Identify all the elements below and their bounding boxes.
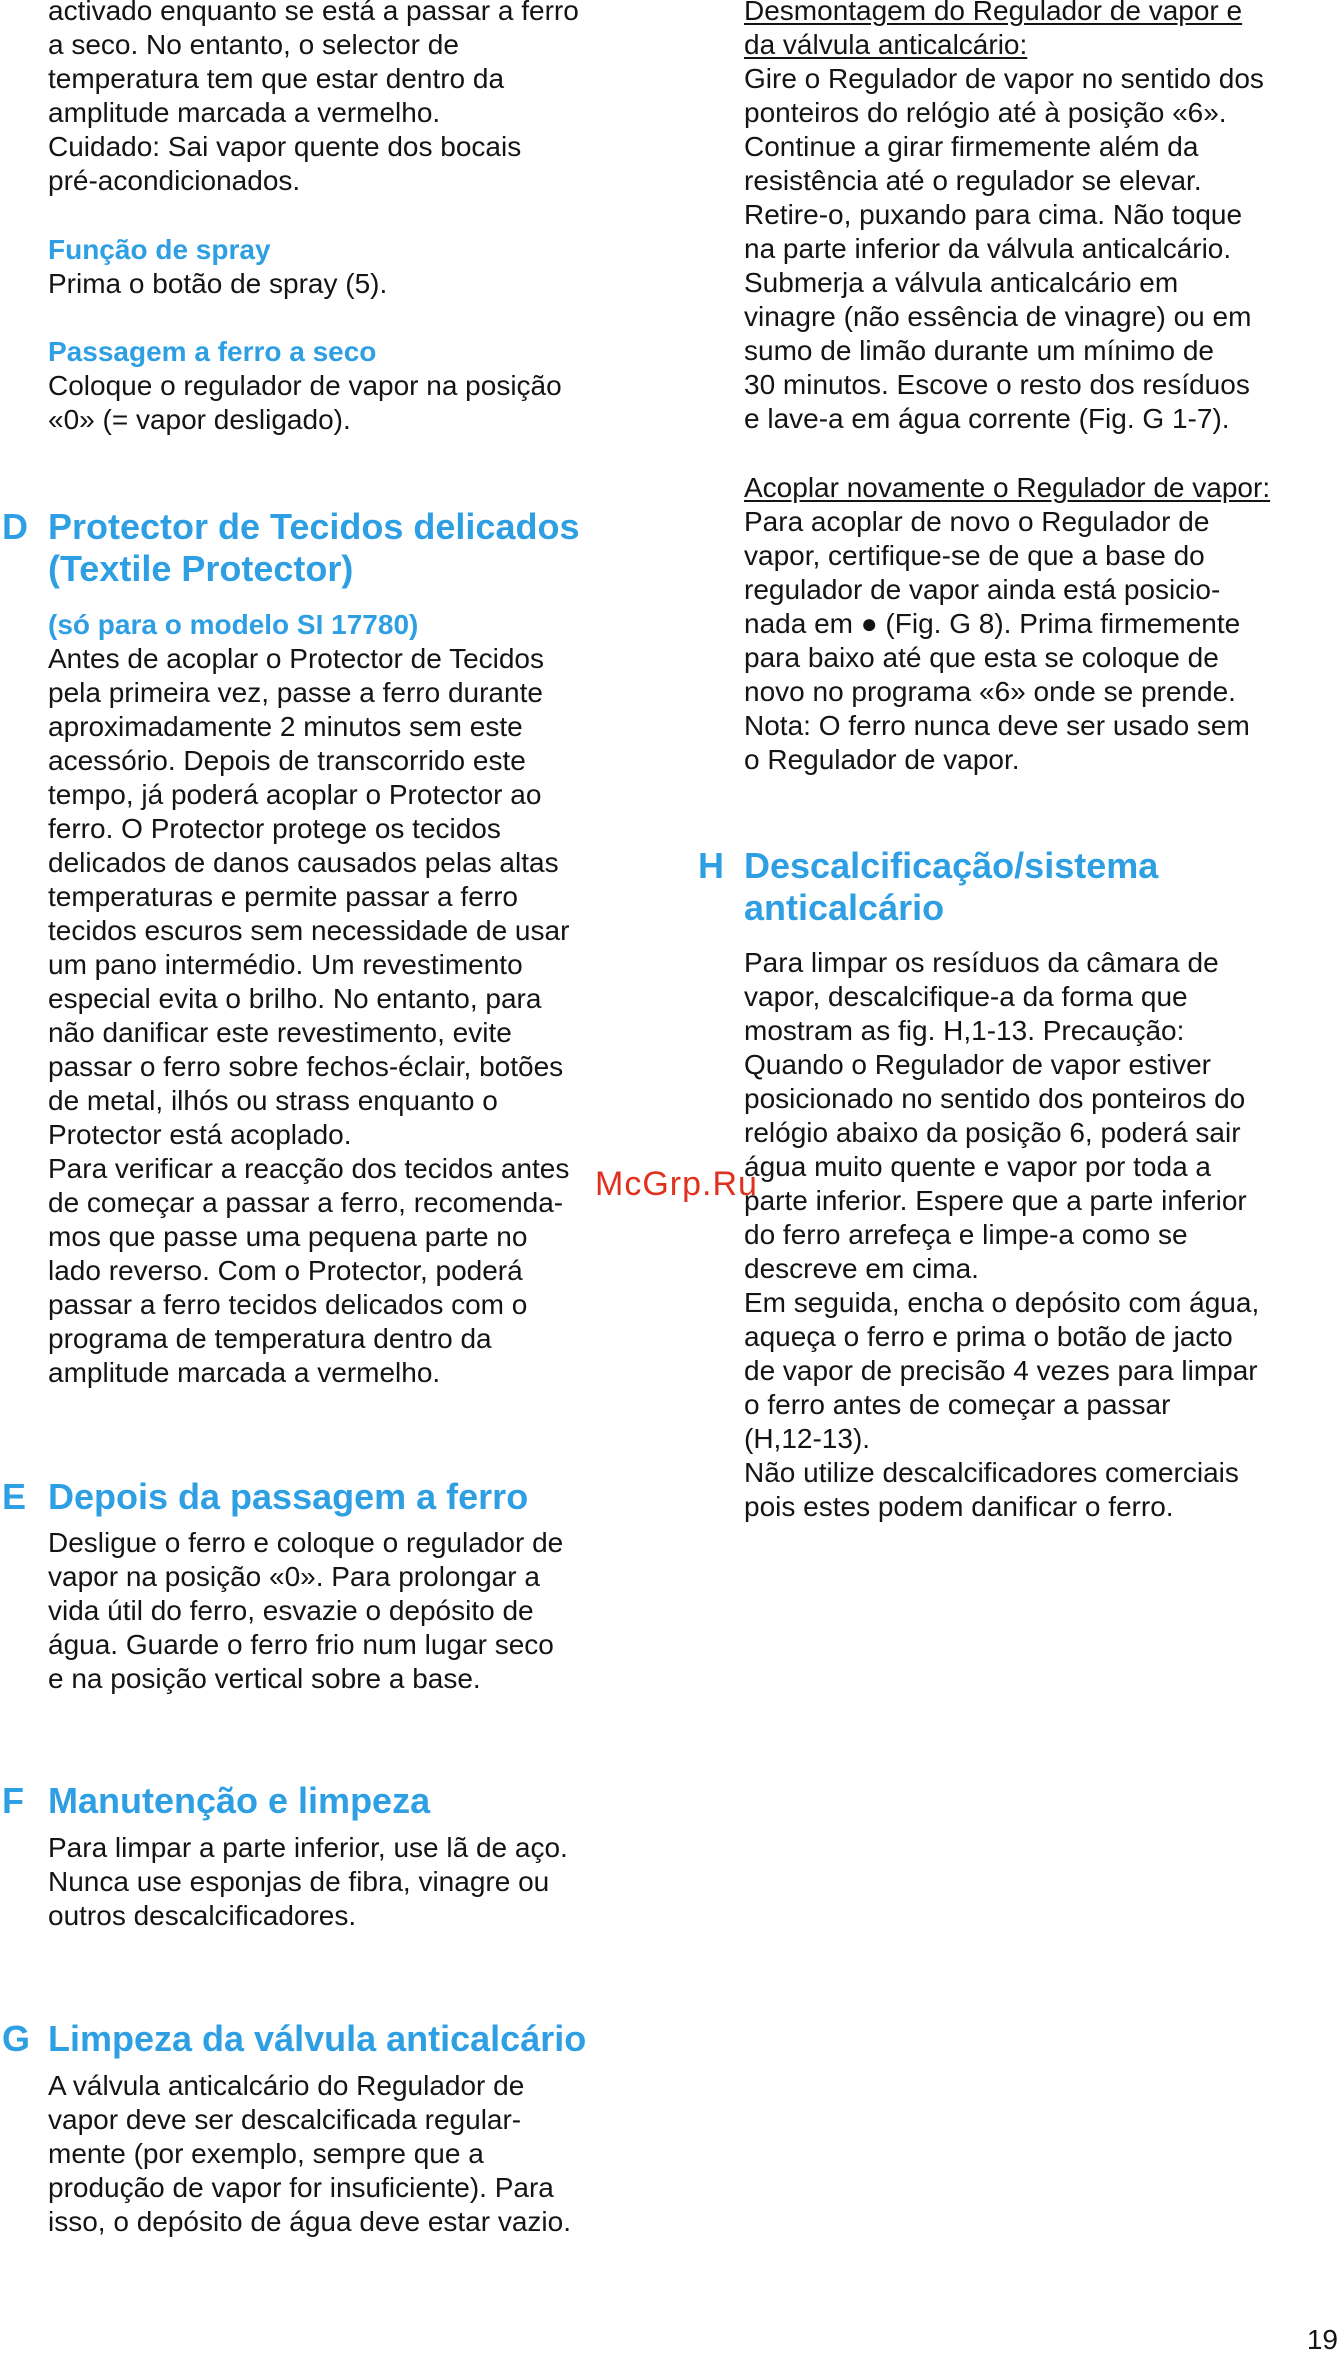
section-e-letter: E	[2, 1476, 27, 1517]
dry-ironing-text: Coloque o regulador de vapor na posição «0» (= vapor desligado).	[48, 370, 562, 435]
section-h-title: Descalcificação/sistema anticalcário	[744, 845, 1159, 928]
reattach-text: Para acoplar de novo o Regulador de vapor, certifique-se de que a base do regulador de vapor ainda está posicio- nada em ● (Fig. G 8). Prima firmemente para baixo até que esta se coloque de novo no programa «6» onde se prende. Nota: O ferro nunca deve ser usado sem o Regulador de vapor.	[744, 506, 1250, 775]
section-h-text: Para limpar os resíduos da câmara de vapor, descalcifique-a da forma que mostram as fig. H,1-13. Precaução: Quando o Regulador de vapor estiver posicionado no sentido dos ponteiros do relógio abaixo da posição 6, poderá sair água muito quente e vapor por toda a parte inferior. Espere que a parte inferior do ferro arrefeça e limpe-a como se descreve em cima. Em seguida, encha o depósito com água, aqueça o ferro e prima o botão de jacto de vapor de precisão 4 vezes para limpar o ferro antes de começar a passar (H,12-13). Não utilize descalcificadores comerciais pois estes podem danificar o ferro.	[744, 947, 1260, 1522]
spray-heading: Função de spray	[48, 234, 271, 265]
section-g-title: Limpeza da válvula anticalcário	[48, 2018, 587, 2059]
spray-text: Prima o botão de spray (5).	[48, 268, 388, 299]
section-d	[2, 506, 668, 590]
section-g-text: A válvula anticalcário do Regulador de vapor deve ser descalcificada regular- mente (por exemplo, sempre que a produção de vapor for insuficiente). Para isso, o depósito de água deve estar vazio.	[48, 2070, 572, 2237]
section-f-title: Manutenção e limpeza	[48, 1780, 431, 1821]
section-h	[698, 845, 1304, 929]
section-d-title: Protector de Tecidos delicados (Textile Protector)	[48, 506, 580, 589]
section-f-letter: F	[2, 1780, 24, 1821]
intro-paragraph: activado enquanto se está a passar a ferro a seco. No entanto, o selector de temperatura tem que estar dentro da amplitude marcada a vermelho. Cuidado: Sai vapor quente dos bocais pré-acondicionados.	[48, 0, 579, 196]
section-d-text: Antes de acoplar o Protector de Tecidos pela primeira vez, passe a ferro durante aproximadamente 2 minutos sem este acessório. Depois de transcorrido este tempo, já poderá acoplar o Protector ao ferro. O Protector protege os tecidos delicados de danos causados pelas altas temperaturas e permite passar a ferro tecidos escuros sem necessidade de usar um pano intermédio. Um revestimento especial evita o brilho. No entanto, para não danificar este revestimento, evite passar o ferro sobre fechos-éclair, botões de metal, ilhós ou strass enquanto o Protector está acoplado. Para verificar a reacção dos tecidos antes de começar a passar a ferro, recomenda- mos que passe uma pequena parte no lado reverso. Com o Protector, poderá passar a ferro tecidos delicados com o programa de temperatura dentro da amplitude marcada a vermelho.	[48, 643, 570, 1388]
section-h-letter: H	[698, 845, 724, 886]
section-f-text: Para limpar a parte inferior, use lã de aço. Nunca use esponjas de fibra, vinagre ou outros descalcificadores.	[48, 1832, 568, 1931]
section-g-letter: G	[2, 2018, 31, 2059]
section-e	[2, 1476, 668, 1518]
reattach-heading: Acoplar novamente o Regulador de vapor:	[744, 472, 1271, 503]
page-number: 19	[1306, 2324, 1338, 2355]
section-g	[2, 2018, 688, 2060]
dry-ironing-heading: Passagem a ferro a seco	[48, 336, 377, 367]
section-e-text: Desligue o ferro e coloque o regulador de vapor na posição «0». Para prolongar a vida útil do ferro, esvazie o depósito de água. Guarde o ferro frio num lugar seco e na posição vertical sobre a base.	[48, 1527, 564, 1694]
section-f	[2, 1780, 668, 1822]
dismantle-heading: Desmontagem do Regulador de vapor e da válvula anticalcário:	[744, 0, 1243, 60]
section-d-letter: D	[2, 506, 28, 547]
section-d-subheading: (só para o modelo SI 17780)	[48, 609, 419, 640]
dismantle-text: Gire o Regulador de vapor no sentido dos ponteiros do relógio até à posição «6». Continue a girar firmemente além da resistência até o regulador se elevar. Retire-o, puxando para cima. Não toque na parte inferior da válvula anticalcário. Submerja a válvula anticalcário em vinagre (não essência de vinagre) ou em sumo de limão durante um mínimo de 30 minutos. Escove o resto dos resíduos e lave-a em água corrente (Fig. G 1-7).	[744, 63, 1264, 434]
watermark: McGrp.Ru	[595, 1165, 758, 1203]
section-e-title: Depois da passagem a ferro	[48, 1476, 529, 1517]
